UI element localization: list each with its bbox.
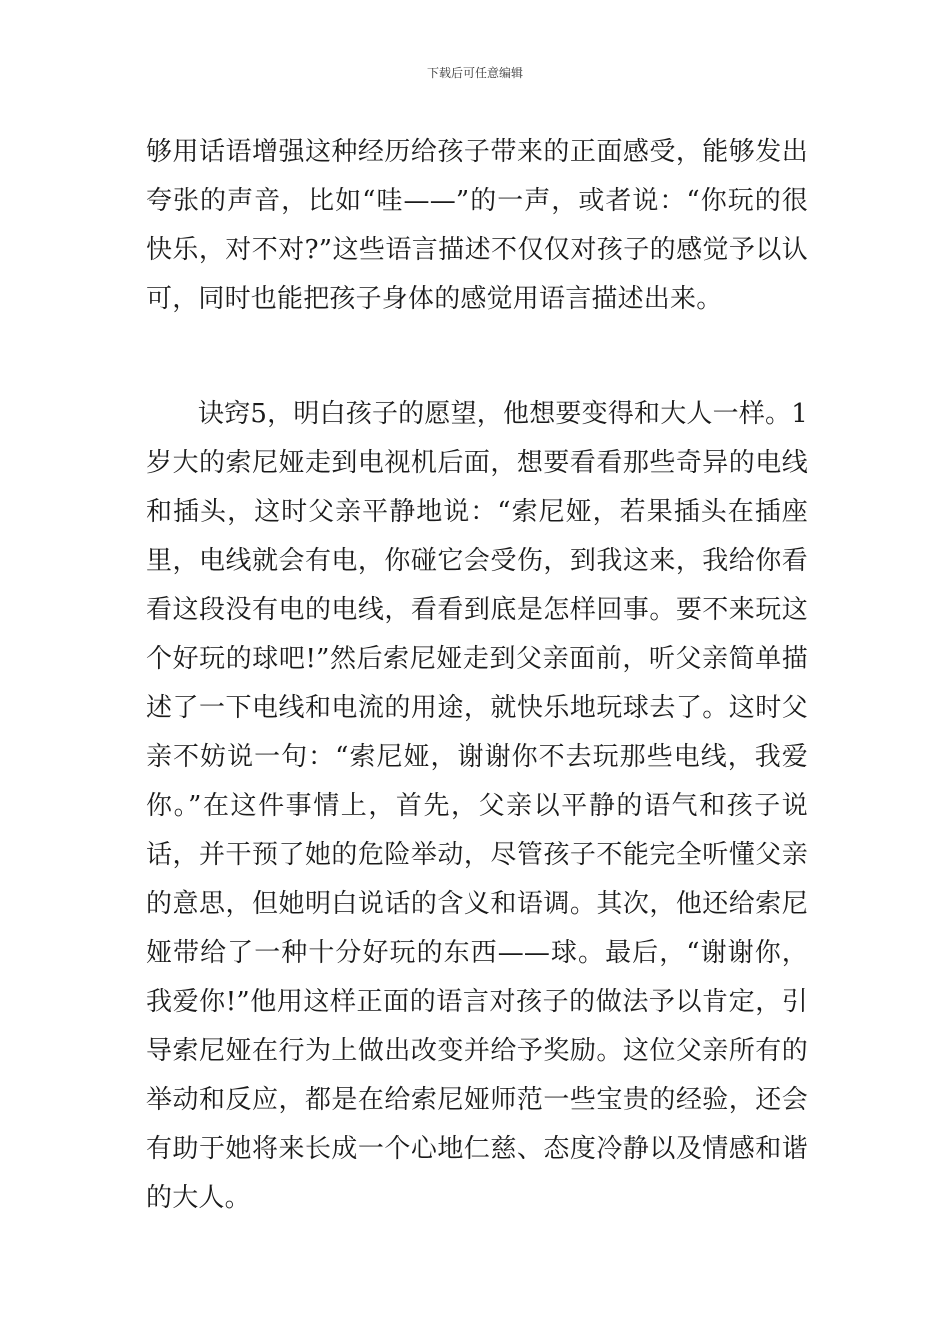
- paragraph-gap: [146, 324, 808, 390]
- paragraph-continuation: 够用话语增强这种经历给孩子带来的正面感受，能够发出夸张的声音，比如“哇——”的一声，或者说：“你玩的很快乐，对不对?”这些语言描述不仅仅对孩子的感觉予以认可，同时也能把孩子身体的感觉用语言描述出来。: [146, 137, 808, 314]
- document-body: [146, 128, 808, 1223]
- page-header: 下载后可任意编辑: [426, 66, 523, 80]
- paragraph-tip-5: 诀窍5，明白孩子的愿望，他想要变得和大人一样。1岁大的索尼娅走到电视机后面，想要看看那些奇异的电线和插头，这时父亲平静地说：“索尼娅，若果插头在插座里，电线就会有电，你碰它会受伤，到我这来，我给你看看这段没有电的电线，看看到底是怎样回事。要不来玩这个好玩的球吧!”然后索尼娅走到父亲面前，听父亲简单描述了一下电线和电流的用途，就快乐地玩球去了。这时父亲不妨说一句：“索尼娅，谢谢你不去玩那些电线，我爱你。”在这件事情上，首先，父亲以平静的语气和孩子说话，并干预了她的危险举动，尽管孩子不能完全听懂父亲的意思，但她明白说话的含义和语调。其次，他还给索尼娅带给了一种十分好玩的东西——球。最后，“谢谢你，我爱你!”他用这样正面的语言对孩子的做法予以肯定，引导索尼娅在行为上做出改变并给予奖励。这位父亲所有的举动和反应，都是在给索尼娅师范一些宝贵的经验，还会有助于她将来长成一个心地仁慈、态度冷静以及情感和谐的大人。: [146, 399, 808, 1213]
